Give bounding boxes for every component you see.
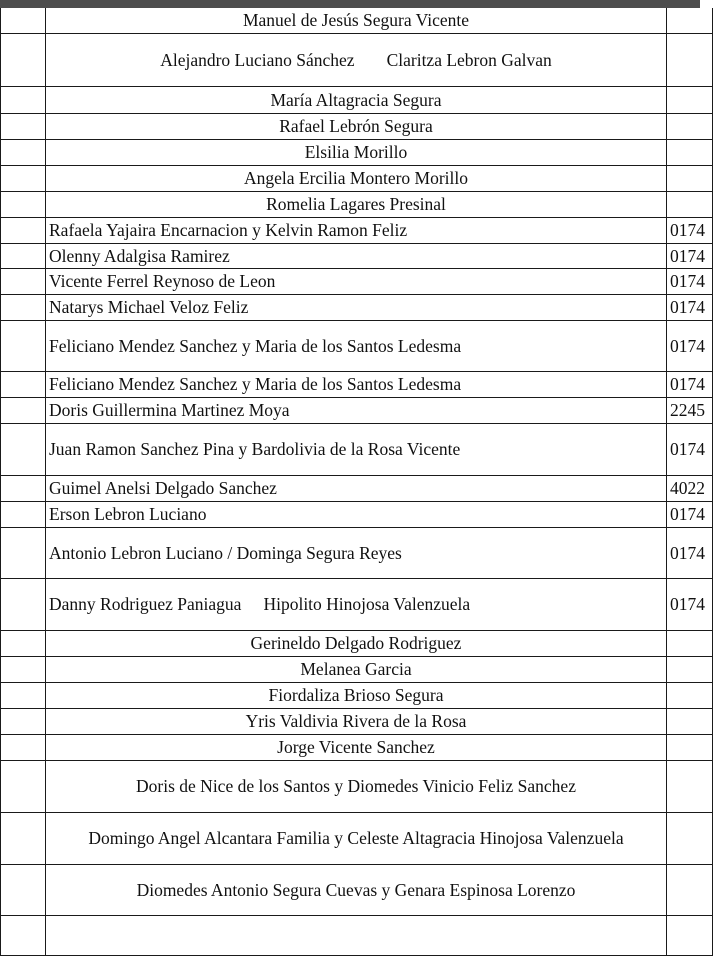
- table-row: [1, 191, 713, 217]
- id-text: 4022: [670, 478, 705, 498]
- name-text: Manuel de Jesús Segura Vicente: [242, 10, 470, 31]
- name-text: María Altagracia Segura: [270, 89, 442, 110]
- name-text: Vicente Ferrel Reynoso de Leon: [49, 271, 276, 291]
- index-cell: [1, 423, 46, 475]
- id-cell: [667, 8, 713, 33]
- id-cell: [667, 397, 713, 423]
- table-row: [1, 86, 713, 113]
- name-cell: [46, 243, 667, 268]
- name-cell: [46, 217, 667, 243]
- table-row: [1, 8, 713, 33]
- id-text: 0174: [670, 542, 705, 563]
- name-cell: [46, 578, 667, 630]
- index-cell: [1, 243, 46, 268]
- table-row: [1, 33, 713, 86]
- id-cell: [667, 113, 713, 139]
- table-row: [1, 501, 713, 527]
- index-cell: [1, 294, 46, 320]
- table-row: [1, 682, 713, 708]
- table-row: [1, 294, 713, 320]
- name-text: Gerineldo Delgado Rodriguez: [250, 633, 462, 653]
- name-text: Feliciano Mendez Sanchez y Maria de los Santos Ledesma: [49, 335, 462, 356]
- name-text: Olenny Adalgisa Ramirez: [49, 245, 230, 266]
- index-cell: [1, 812, 46, 864]
- name-cell: [46, 371, 667, 397]
- index-cell: [1, 527, 46, 578]
- name-cell: [46, 113, 667, 139]
- name-cell: [46, 527, 667, 578]
- table-row: [1, 217, 713, 243]
- name-text: Guimel Anelsi Delgado Sanchez: [49, 478, 277, 498]
- names-table-body: [1, 8, 713, 955]
- id-cell: [667, 578, 713, 630]
- table-row: [1, 760, 713, 812]
- index-cell: [1, 268, 46, 294]
- name-cell: [46, 268, 667, 294]
- name-cell: [46, 656, 667, 682]
- id-cell: [667, 86, 713, 113]
- name-text: Diomedes Antonio Segura Cuevas y Genara Espinosa Lorenzo: [136, 879, 576, 900]
- table-row: [1, 578, 713, 630]
- index-cell: [1, 397, 46, 423]
- id-text: 2245: [670, 400, 705, 420]
- table-row: [1, 165, 713, 191]
- id-cell: [667, 734, 713, 760]
- id-cell: [667, 371, 713, 397]
- index-cell: [1, 630, 46, 656]
- table-row: [1, 708, 713, 734]
- name-text: Rafael Lebrón Segura: [279, 116, 433, 136]
- id-cell: [667, 656, 713, 682]
- index-cell: [1, 139, 46, 165]
- name-text: Romelia Lagares Presinal: [266, 194, 446, 214]
- name-text: Juan Ramon Sanchez Pina y Bardolivia de la Rosa Vicente: [49, 439, 461, 459]
- name-cell: [46, 397, 667, 423]
- id-text: 0174: [670, 220, 705, 240]
- id-cell: [667, 165, 713, 191]
- table-row: [1, 734, 713, 760]
- index-cell: [1, 656, 46, 682]
- name-cell: [46, 760, 667, 812]
- id-cell: [667, 33, 713, 86]
- name-text: Danny Rodriguez Paniagua: [49, 594, 242, 614]
- table-row: [1, 371, 713, 397]
- id-cell: [667, 864, 713, 915]
- index-cell: [1, 501, 46, 527]
- index-cell: [1, 475, 46, 501]
- table-row: [1, 656, 713, 682]
- table-row: [1, 475, 713, 501]
- name-cell: [46, 165, 667, 191]
- name-text: Angela Ercilia Montero Morillo: [243, 168, 469, 188]
- name-cell: [46, 708, 667, 734]
- name-cell: [46, 475, 667, 501]
- name-cell: [46, 734, 667, 760]
- id-cell: [667, 501, 713, 527]
- name-cell: [46, 86, 667, 113]
- id-cell: [667, 915, 713, 955]
- name-cell: [46, 423, 667, 475]
- table-row: [1, 527, 713, 578]
- id-text: 0174: [670, 297, 705, 317]
- table-row: [1, 630, 713, 656]
- index-cell: [1, 864, 46, 915]
- id-text: 0174: [670, 271, 705, 291]
- name-text: Hipolito Hinojosa Valenzuela: [263, 594, 471, 614]
- id-cell: [667, 708, 713, 734]
- index-cell: [1, 578, 46, 630]
- table-row: [1, 915, 713, 955]
- name-text: Melanea Garcia: [300, 659, 412, 679]
- id-cell: [667, 812, 713, 864]
- id-text: 0174: [670, 245, 705, 266]
- index-cell: [1, 915, 46, 955]
- id-cell: [667, 217, 713, 243]
- table-row: [1, 397, 713, 423]
- name-cell: [46, 501, 667, 527]
- index-cell: [1, 708, 46, 734]
- top-edge-bar: [0, 0, 700, 8]
- id-cell: [667, 139, 713, 165]
- name-cell: [46, 33, 667, 86]
- name-cell: [46, 630, 667, 656]
- id-text: 0174: [670, 504, 705, 524]
- id-cell: [667, 320, 713, 371]
- name-text: Erson Lebron Luciano: [49, 504, 207, 524]
- id-text: 0174: [670, 439, 705, 459]
- id-cell: [667, 527, 713, 578]
- index-cell: [1, 217, 46, 243]
- name-text: Antonio Lebron Luciano / Dominga Segura Reyes: [49, 542, 402, 563]
- id-text: 0174: [670, 335, 705, 356]
- table-row: [1, 268, 713, 294]
- name-cell: [46, 812, 667, 864]
- index-cell: [1, 86, 46, 113]
- name-cell: [46, 915, 667, 955]
- name-cell: [46, 320, 667, 371]
- name-text: Domingo Angel Alcantara Familia y Celeste Altagracia Hinojosa Valenzuela: [88, 828, 624, 848]
- name-text: Alejandro Luciano Sánchez: [160, 49, 355, 70]
- index-cell: [1, 371, 46, 397]
- name-text: Natarys Michael Veloz Feliz: [49, 297, 249, 317]
- id-cell: [667, 475, 713, 501]
- id-cell: [667, 294, 713, 320]
- name-text: Feliciano Mendez Sanchez y Maria de los Santos Ledesma: [49, 374, 462, 394]
- index-cell: [1, 191, 46, 217]
- name-cell: [46, 8, 667, 33]
- id-cell: [667, 268, 713, 294]
- name-text: Yris Valdivia Rivera de la Rosa: [245, 711, 467, 731]
- name-text: Fiordaliza Brioso Segura: [268, 685, 444, 705]
- index-cell: [1, 33, 46, 86]
- names-table: [0, 8, 713, 956]
- id-cell: [667, 243, 713, 268]
- id-text: 0174: [670, 374, 705, 394]
- id-cell: [667, 682, 713, 708]
- name-text: Claritza Lebron Galvan: [386, 49, 552, 70]
- index-cell: [1, 320, 46, 371]
- id-cell: [667, 191, 713, 217]
- table-row: [1, 812, 713, 864]
- name-text: Doris de Nice de los Santos y Diomedes Vinicio Feliz Sanchez: [136, 776, 576, 796]
- table-row: [1, 423, 713, 475]
- index-cell: [1, 734, 46, 760]
- index-cell: [1, 682, 46, 708]
- id-cell: [667, 423, 713, 475]
- table-row: [1, 139, 713, 165]
- table-row: [1, 243, 713, 268]
- name-cell: [46, 191, 667, 217]
- table-row: [1, 113, 713, 139]
- name-text: Elsilia Morillo: [304, 142, 408, 162]
- index-cell: [1, 8, 46, 33]
- id-cell: [667, 630, 713, 656]
- table-row: [1, 320, 713, 371]
- index-cell: [1, 165, 46, 191]
- name-cell: [46, 682, 667, 708]
- table-row: [1, 864, 713, 915]
- index-cell: [1, 113, 46, 139]
- name-cell: [46, 139, 667, 165]
- name-text: Jorge Vicente Sanchez: [277, 737, 435, 757]
- name-cell: [46, 294, 667, 320]
- index-cell: [1, 760, 46, 812]
- id-cell: [667, 760, 713, 812]
- id-text: 0174: [670, 594, 705, 614]
- name-cell: [46, 864, 667, 915]
- name-text: Doris Guillermina Martinez Moya: [49, 400, 290, 420]
- name-text: Rafaela Yajaira Encarnacion y Kelvin Ramon Feliz: [49, 220, 408, 240]
